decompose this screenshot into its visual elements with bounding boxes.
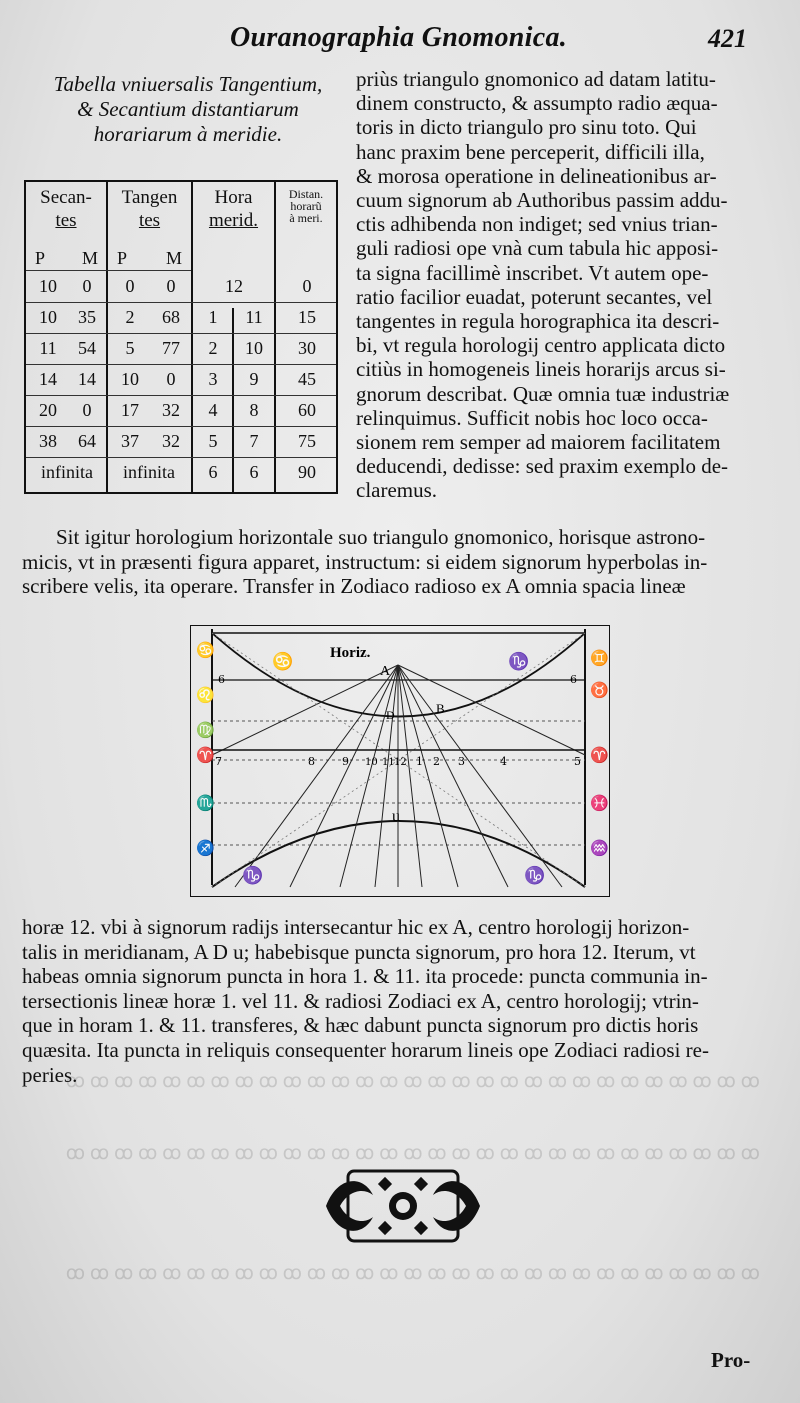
label-b: B [436, 701, 445, 716]
corner-sign-icon: ♑ [242, 866, 264, 886]
text-line: quæsita. Ita puncta in reliquis consequenter horarum lineis ope Zodiaci radiosi re- [22, 1037, 709, 1062]
table-cell: 10 [39, 276, 57, 296]
tailpiece-ornament [318, 1165, 488, 1247]
text-line: toris in dicto triangulo pro sinu toto. Qui [356, 115, 697, 140]
table-cell: 15 [298, 307, 316, 327]
zodiac-sign-icon: ♏ [196, 794, 215, 812]
hour-label: 8 [308, 755, 315, 768]
zodiac-sign-icon: ♓ [590, 794, 609, 812]
label-d: D [386, 708, 395, 722]
table-caption [28, 72, 348, 147]
table-cell: 10 [245, 338, 263, 358]
label-a: A [380, 664, 391, 679]
text-line: claremus. [356, 478, 438, 503]
text-line: Sit igitur horologium horizontale suo triangulo gnomonico, horisque astrono- [56, 525, 706, 549]
table-cell: 0 [82, 276, 92, 296]
row-rule [26, 270, 191, 271]
table-cell: 68 [162, 307, 180, 327]
table-cell: 14 [78, 369, 96, 389]
table-cell: 75 [298, 431, 316, 451]
table-cell: 6 [208, 462, 218, 482]
zodiac-sign-icon: ♊ [590, 649, 609, 667]
table-cell: infinita [123, 462, 175, 482]
caption-line: horariarum à meridie. [93, 122, 283, 146]
text-line: ta signa facillimè inscribet. Vt autem ope- [356, 260, 709, 285]
text-line: ctis adhibenda non indiget; sed vnius trian- [356, 212, 718, 237]
table-cell: 0 [166, 276, 176, 296]
table-cell: 3 [208, 369, 218, 389]
hour-label-end-right: 5 [574, 755, 581, 768]
text-line: dinem constructo, & assumpto radio æqua- [356, 91, 718, 116]
text-line: hanc praxim bene perceperit, difficili illa, [356, 139, 705, 164]
table-cell: 14 [39, 369, 57, 389]
table-cell: 2 [208, 338, 218, 358]
text-line: horæ 12. vbi à signorum radijs intersecantur hic ex A, centro horologij horizon- [22, 915, 690, 939]
table-cell: 7 [249, 431, 259, 451]
header-distantia: Distan. horarũ à meri. [288, 187, 324, 225]
text-line: sionem rem semper ad maiorem facilitatem [356, 430, 721, 455]
table-cell: infinita [41, 462, 93, 482]
hour-label-six-left: 6 [218, 673, 225, 686]
text-line: deducendi, dedisse: sed praxim exemplo de- [356, 454, 729, 479]
table-cell: 5 [208, 431, 218, 451]
table-cell: 60 [298, 400, 316, 420]
text-line: que in horam 1. & 11. transferes, & hæc dabunt puncta signorum pro dictis horis [22, 1013, 699, 1038]
zodiac-sign-icon: ♍ [196, 721, 215, 739]
page-number: 421 [708, 24, 747, 53]
hour-label: 11 [382, 757, 395, 768]
table-cell: 37 [121, 431, 139, 451]
table-cell: 0 [82, 400, 92, 420]
bleed-through-text: ꝏ ꝏ ꝏ ꝏ ꝏ ꝏ ꝏ ꝏ ꝏ ꝏ ꝏ ꝏ ꝏ ꝏ ꝏ ꝏ ꝏ ꝏ ꝏ ꝏ ꝏ ꝏ ꝏ ꝏ ꝏ ꝏ ꝏ ꝏ ꝏ [65, 1263, 760, 1284]
hour-label: 4 [500, 755, 507, 768]
table-cell: 90 [298, 462, 316, 482]
bleed-through-text: ꝏ ꝏ ꝏ ꝏ ꝏ ꝏ ꝏ ꝏ ꝏ ꝏ ꝏ ꝏ ꝏ ꝏ ꝏ ꝏ ꝏ ꝏ ꝏ ꝏ ꝏ ꝏ ꝏ ꝏ ꝏ ꝏ ꝏ ꝏ ꝏ [65, 1071, 760, 1092]
text-line: micis, vt in præsenti figura apparet, instructum: si eidem signorum hyperbolas in- [22, 549, 708, 574]
zodiac-sign-icon: ♐ [196, 839, 215, 857]
table-cell: 10 [121, 369, 139, 389]
text-line: citiùs in homogeneis lineis horarijs arcus si- [356, 357, 726, 382]
subheader-m: M [165, 248, 182, 268]
hour-label: 3 [458, 755, 465, 768]
running-title: Ouranographia Gnomonica. [230, 22, 568, 53]
hour-label-end-left: 7 [215, 755, 222, 768]
table-cell: 6 [249, 462, 259, 482]
table-cell: 20 [39, 400, 57, 420]
zodiac-sign-icon: ♒ [590, 839, 609, 857]
bleed-through-text: ꝏ ꝏ ꝏ ꝏ ꝏ ꝏ ꝏ ꝏ ꝏ ꝏ ꝏ ꝏ ꝏ ꝏ ꝏ ꝏ ꝏ ꝏ ꝏ ꝏ ꝏ ꝏ ꝏ ꝏ ꝏ ꝏ ꝏ ꝏ ꝏ [65, 1143, 760, 1164]
text-line: cuum signorum ab Authoribus passim addu- [356, 188, 728, 213]
hour-label: 1 [416, 755, 423, 768]
table-cell: 0 [302, 276, 312, 296]
text-line: talis in meridianam, A D u; habebisque puncta signorum, pro hora 12. Iterum, vt [22, 939, 696, 964]
table-cell: 32 [162, 431, 180, 451]
corner-sign-icon: ♑ [524, 866, 546, 886]
subheader-m: M [81, 248, 98, 268]
subheader-p: P [34, 248, 45, 268]
text-line: scribere velis, ita operare. Transfer in Zodiaco radioso ex A omnia spacia lineæ [22, 574, 686, 599]
hour-label-noon: 12 [394, 757, 407, 768]
table-cell: 38 [39, 431, 57, 451]
column-divider [274, 182, 276, 492]
header-hora-meridiana: Hora merid. [208, 187, 259, 231]
table-cell: 54 [78, 338, 96, 358]
zodiac-sign-icon: ♈ [590, 746, 609, 764]
right-column-text [356, 67, 768, 503]
table-cell: 17 [121, 400, 139, 420]
tangent-secant-table [24, 180, 338, 494]
hour-label: 10 [365, 757, 378, 768]
text-line: peries. [22, 1062, 78, 1087]
row-rule [26, 426, 336, 427]
row-rule [26, 333, 336, 334]
hour-label: 2 [433, 755, 440, 768]
table-cell: 30 [298, 338, 316, 358]
text-line: ratio facilior euadat, poterunt secantes, vel [356, 284, 713, 309]
table-cell: 11 [39, 338, 57, 358]
row-rule [26, 302, 336, 303]
table-cell: 0 [125, 276, 135, 296]
row-rule [26, 364, 336, 365]
text-line: tersectionis lineæ horæ 1. vel 11. & radiosi Zodiaci ex A, centro horologij; vtrin- [22, 988, 699, 1013]
zodiac-sign-icon: ♌ [196, 686, 215, 704]
table-cell: 11 [245, 307, 263, 327]
caption-line: Tabella vniuersalis Tangentium, [53, 72, 323, 96]
text-line: priùs triangulo gnomonico ad datam latitu- [356, 67, 716, 91]
row-rule [26, 395, 336, 396]
table-cell: 10 [39, 307, 57, 327]
label-u: u [392, 808, 400, 825]
zodiac-sign-icon: ♋ [196, 641, 215, 659]
horizontal-sundial-figure [190, 625, 610, 897]
table-cell: 1 [208, 307, 218, 327]
table-cell: 64 [78, 431, 96, 451]
hour-label-six-right: 6 [570, 673, 577, 686]
text-line: gnorum describat. Quæ omnia tuæ industriæ [356, 381, 730, 406]
table-cell: 4 [208, 400, 218, 420]
label-horiz: Horiz. [330, 645, 371, 661]
table-cell: 8 [249, 400, 259, 420]
table-cell: 12 [225, 276, 243, 296]
text-line: habeas omnia signorum puncta in hora 1. & 11. ita procede: puncta communia in- [22, 964, 708, 989]
text-line: tangentes in regula horographica ita descri- [356, 309, 720, 334]
table-cell: 32 [162, 400, 180, 420]
row-rule [26, 457, 336, 458]
table-cell: 45 [298, 369, 316, 389]
subheader-p: P [116, 248, 127, 268]
paragraph-intro [22, 525, 772, 599]
table-cell: 77 [162, 338, 180, 358]
hour-label: 9 [342, 755, 349, 768]
corner-sign-icon: ♋ [272, 652, 294, 672]
table-cell: 2 [125, 307, 135, 327]
zodiac-sign-icon: ♈ [196, 746, 215, 764]
table-cell: 35 [78, 307, 96, 327]
table-cell: 9 [249, 369, 259, 389]
header-secantes: Secan- tes [40, 187, 92, 231]
text-line: relinquimus. Sufficit nobis hoc loco occa- [356, 405, 708, 430]
corner-sign-icon: ♑ [508, 652, 530, 672]
text-line: bi, vt regula horologij centro applicata dicto [356, 333, 726, 358]
catchword: Pro- [711, 1348, 751, 1372]
zodiac-sign-icon: ♉ [590, 681, 609, 699]
caption-line: & Secantium distantiarum [77, 97, 299, 121]
table-cell: 0 [166, 369, 176, 389]
header-tangentes: Tangen tes [121, 187, 178, 231]
paragraph-method [22, 915, 772, 1087]
text-line: guli radiosi ope vnà cum tabula hic apposi- [356, 236, 719, 261]
table-cell: 5 [125, 338, 135, 358]
text-line: & morosa operatione in delineationibus ar- [356, 163, 717, 188]
